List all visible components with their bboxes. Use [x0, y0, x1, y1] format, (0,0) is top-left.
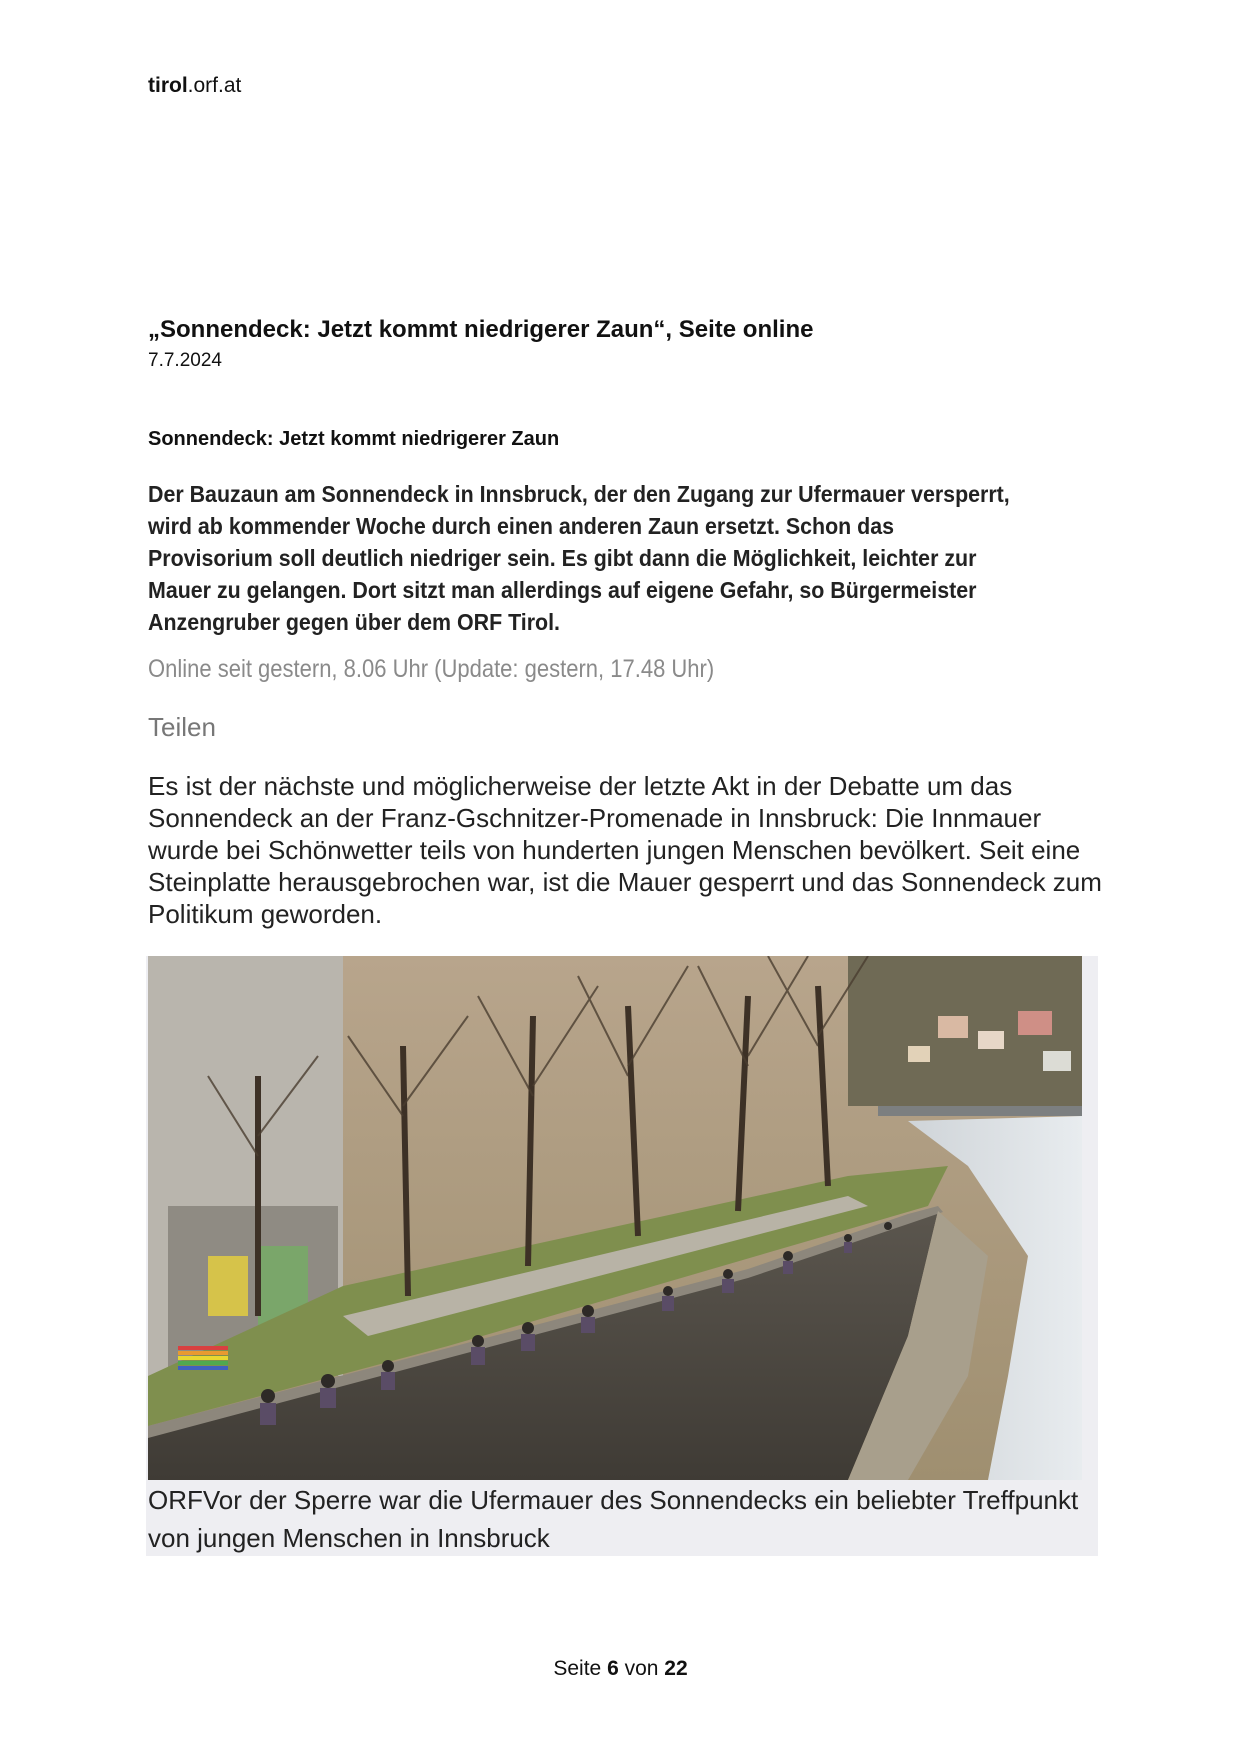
article-body: Es ist der nächste und möglicherweise der letzte Akt in der Debatte um das Sonnendeck an der Franz-Gschnitzer-Promenade in Innsbruck: Die Innmauer wurde bei Schönwetter teils von hunderten jungen Menschen bevölkert. Seit eine Steinplatte herausgebrochen war, ist die Mauer gesperrt und das Sonnendeck zum Politikum geworden. — [148, 771, 1102, 929]
page-separator: von — [624, 1657, 659, 1680]
page-total: 22 — [664, 1657, 688, 1680]
site-name-bold: tirol — [148, 74, 188, 97]
share-link[interactable]: Teilen — [148, 712, 216, 742]
document-date: 7.7.2024 — [148, 350, 222, 371]
figure-caption: ORFVor der Sperre war die Ufermauer des Sonnendecks ein beliebter Treffpunkt von jungen Menschen in Innsbruck — [148, 1485, 1079, 1553]
document-title: „Sonnendeck: Jetzt kommt niedrigerer Zaun“, Seite online — [148, 316, 814, 343]
site-name — [148, 74, 241, 98]
site-name-domain: .orf.at — [187, 74, 242, 97]
page-prefix: Seite — [553, 1657, 602, 1680]
article-figure — [146, 956, 1098, 1556]
article-timestamp: Online seit gestern, 8.06 Uhr (Update: gestern, 17.48 Uhr) — [148, 655, 715, 683]
article-lead: Der Bauzaun am Sonnendeck in Innsbruck, der den Zugang zur Ufermauer versperrt, wird ab kommender Woche durch einen anderen Zaun ersetzt. Schon das Provisorium soll deutlich niedriger sein. Es gibt dann die Möglichkeit, leichter zur Mauer zu gelangen. Dort sitzt man allerdings auf eigene Gefahr, so Bürgermeister Anzengruber gegen über dem ORF Tirol. — [148, 481, 1010, 635]
article-photo — [148, 956, 1082, 1480]
page-current: 6 — [607, 1657, 619, 1680]
page-number — [0, 1657, 1241, 1681]
article-heading: Sonnendeck: Jetzt kommt niedrigerer Zaun — [148, 428, 560, 450]
promenade-photo-illustration — [148, 956, 1082, 1480]
